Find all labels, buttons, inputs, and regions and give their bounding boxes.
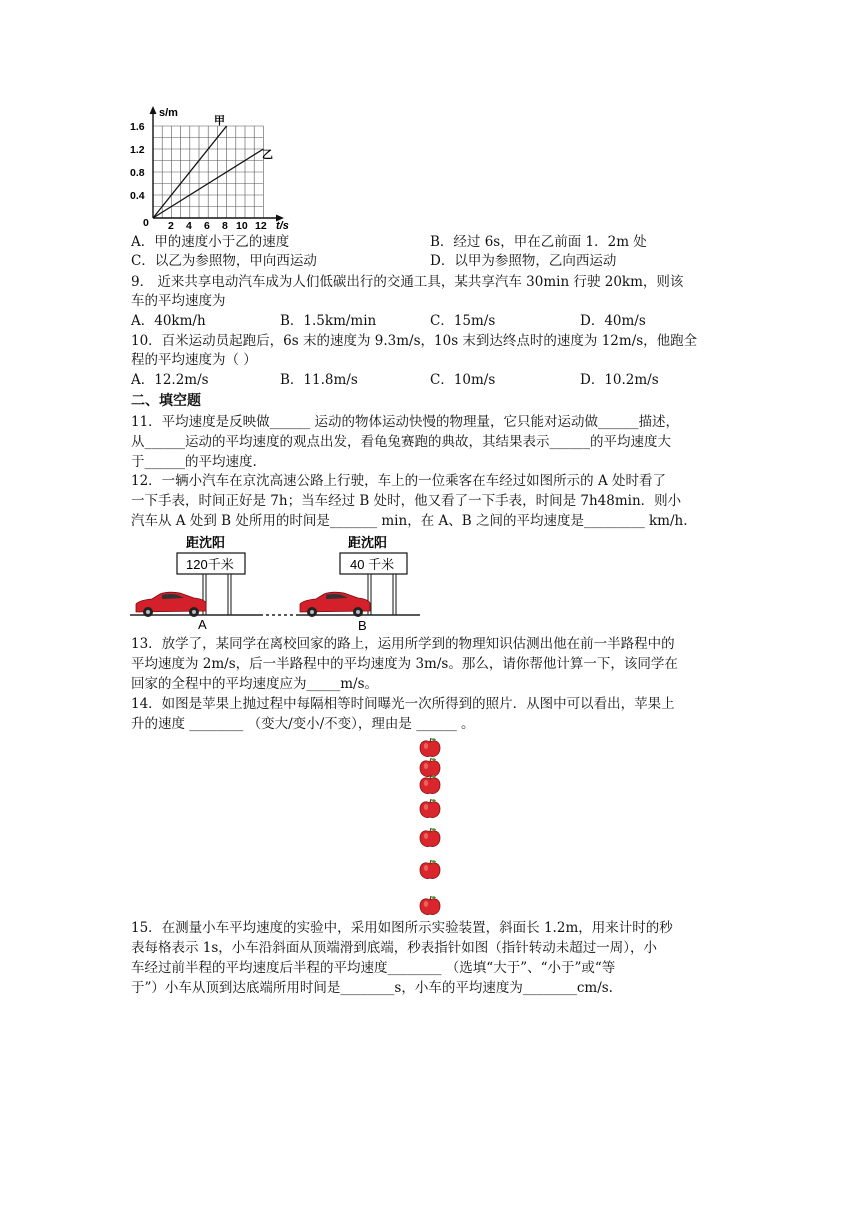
line-yi-label: 乙: [262, 149, 273, 161]
q12-line2: 一下手表，时间正好是 7h；当车经过 B 处时，他又看了一下手表，时间是 7h48min．则小: [131, 493, 682, 509]
sign-a-value: 120千米: [186, 557, 234, 572]
q13-line1: 13．放学了，某同学在离校回家的路上，运用所学到的物理知识估测出他在前一半路程中的: [131, 636, 675, 652]
q9-option-b: B．1.5km/min: [280, 313, 377, 329]
q8-option-d: D．以甲为参照物，乙向西运动: [430, 253, 617, 269]
q10-option-b: B．11.8m/s: [280, 372, 358, 388]
sign-b-post-right: [393, 574, 396, 615]
q13-line3: 回家的全程中的平均速度应为_____m/s。: [131, 676, 379, 692]
sign-b-title: 距沈阳: [348, 535, 388, 550]
y-tick-1-6: 1.6: [130, 121, 145, 133]
label-b: B: [358, 618, 367, 632]
section-title-fill-blank: 二、填空题: [131, 393, 201, 409]
x-tick-10: 10: [236, 220, 248, 232]
q11-line1: 11．平均速度是反映做______ 运动的物体运动快慢的物理量，它只能对运动做______描述，: [131, 414, 679, 430]
apple-icon: [418, 827, 442, 849]
q10-option-d: D．10.2m/s: [580, 372, 659, 388]
x-tick-2: 2: [168, 220, 174, 232]
y-tick-0-4: 0.4: [130, 190, 145, 202]
road-figure: [128, 530, 428, 632]
q9-option-a: A．40km/h: [131, 313, 206, 329]
q10-option-c: C．10m/s: [430, 372, 496, 388]
q9-line1: 9． 近来共享电动汽车成为人们低碳出行的交通工具，某共享汽车 30min 行驶 20km，则该: [131, 274, 684, 290]
apple-icon: [418, 774, 442, 796]
x-tick-12: 12: [255, 220, 267, 232]
q9-line2: 车的平均速度为: [131, 293, 226, 309]
q14-line1: 14．如图是苹果上抛过程中每隔相等时间曝光一次所得到的照片．从图中可以看出，苹果上: [131, 696, 675, 712]
sign-a-title: 距沈阳: [186, 535, 226, 550]
y-axis-arrow: [150, 106, 157, 114]
apple-icon: [418, 798, 442, 820]
q12-line3: 汽车从 A 处到 B 处所用的时间是_______ min，在 A、B 之间的平均速度是_________ km/h.: [131, 513, 688, 529]
apple-icon: [418, 859, 442, 881]
x-tick-4: 4: [186, 220, 192, 232]
graph-grid: [153, 126, 263, 218]
origin-label: 0: [143, 217, 149, 229]
q13-line2: 平均速度为 2m/s，后一半路程中的平均速度为 3m/s。那么，请你帮他计算一下，该同学在: [131, 656, 678, 672]
y-axis-label: s/m: [159, 107, 178, 119]
q8-option-c: C．以乙为参照物，甲向西运动: [131, 253, 317, 269]
q15-line4: 于”）小车从顶到达底端所用时间是________s，小车的平均速度为________cm/s.: [131, 980, 613, 996]
y-tick-0-8: 0.8: [130, 167, 145, 179]
line-jia-label: 甲: [214, 115, 225, 127]
q11-line3: 于______的平均速度.: [131, 454, 257, 470]
sign-a-post-right: [228, 574, 231, 615]
car-b-icon: [300, 592, 370, 617]
q15-line2: 表每格表示 1s，小车沿斜面从顶端滑到底端，秒表指针如图（指针转动未超过一周），小: [131, 940, 658, 956]
q8-option-b: B．经过 6s，甲在乙前面 1．2m 处: [430, 234, 647, 250]
sign-b-value: 40 千米: [350, 557, 395, 572]
st-graph: [128, 104, 298, 232]
x-tick-6: 6: [204, 220, 210, 232]
x-tick-8: 8: [222, 220, 228, 232]
q10-option-a: A．12.2m/s: [131, 372, 209, 388]
q14-line2: 升的速度 ________ （变大/变小/不变），理由是 ______ 。: [131, 716, 475, 732]
x-axis-label: t/s: [276, 220, 289, 232]
q9-option-d: D．40m/s: [580, 313, 646, 329]
q8-option-a: A．甲的速度小于乙的速度: [131, 234, 290, 250]
q15-line1: 15．在测量小车平均速度的实验中，采用如图所示实验装置，斜面长 1.2m，用来计时的秒: [131, 920, 673, 936]
y-tick-1-2: 1.2: [130, 144, 145, 156]
q9-option-c: C．15m/s: [430, 313, 496, 329]
apple-icon: [418, 895, 442, 917]
car-a-icon: [136, 592, 206, 617]
q10-line1: 10．百米运动员起跑后，6s 末的速度为 9.3m/s，10s 末到达终点时的速度为 12m/s，他跑全: [131, 333, 698, 349]
q10-line2: 程的平均速度为（ ）: [131, 352, 257, 368]
q12-line1: 12．一辆小汽车在京沈高速公路上行驶，车上的一位乘客在车经过如图所示的 A 处时看了: [131, 473, 667, 489]
q11-line2: 从______运动的平均速度的观点出发，看龟兔赛跑的典故，其结果表示______的平均速度大: [131, 434, 671, 450]
label-a: A: [198, 617, 207, 632]
q15-line3: 车经过前半程的平均速度后半程的平均速度________ （选填“大于”、“小于”或“等: [131, 960, 616, 976]
apple-icon: [418, 737, 442, 759]
